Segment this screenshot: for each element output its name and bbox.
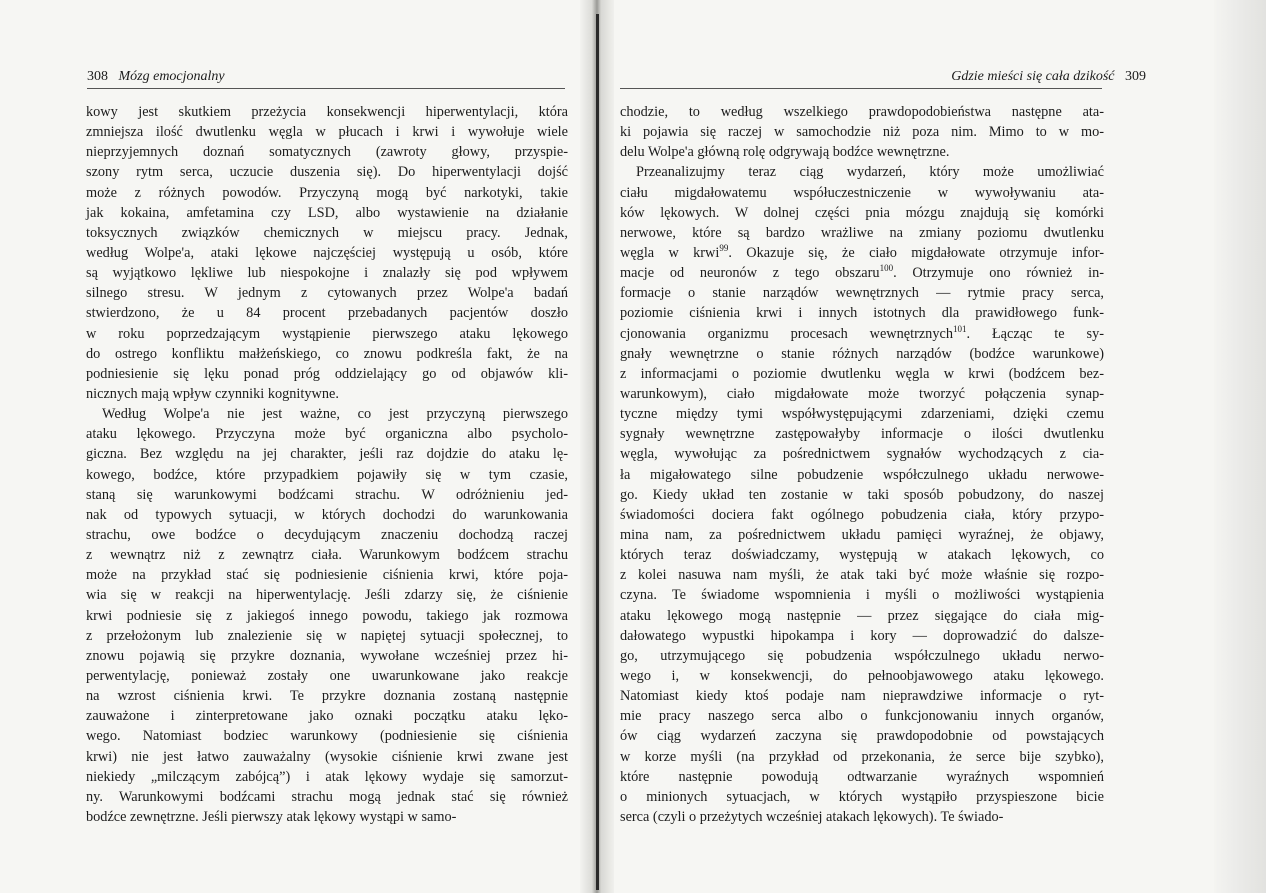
left-text-line: na wzrost ciśnienia krwi. Te przykre doznania zostaną następnie bbox=[86, 688, 568, 705]
left-text-line: według Wolpe'a, ataki lękowe najczęściej występują u osób, które bbox=[86, 244, 568, 261]
right-text-line: które następnie powodują odtwarzanie wyraźnych wspomnień bbox=[620, 768, 1104, 785]
right-text-line: cjonowania organizmu procesach wewnętrznych$^{101}$. Łącząc te sy- bbox=[620, 323, 1104, 342]
left-text-line: z przełożonym lub znalezienie się w napiętej sytuacji społecznej, to bbox=[86, 627, 568, 644]
left-text-line: jak kokaina, amfetamina czy LSD, albo wystawienie na działanie bbox=[86, 204, 568, 221]
left-text-line: może na przykład stać się podniesienie ciśnienia krwi, które poja- bbox=[86, 567, 568, 584]
left-text-line: do ostrego konfliktu małżeńskiego, co znowu podkreśla fakt, że na bbox=[86, 345, 568, 362]
left-text-line: zmniejsza ilość dwutlenku węgla w płucach i krwi i wywołuje wiele bbox=[86, 124, 568, 141]
left-running-head bbox=[87, 68, 225, 86]
right-text-line: sygnały wewnętrzne zastępowałyby informacje o ilości dwutlenku bbox=[620, 426, 1104, 443]
right-page-number: 309 bbox=[1125, 69, 1146, 84]
right-text-line: macje od neuronów z tego obszaru$^{100}$. Otrzymuje ono również in- bbox=[620, 263, 1104, 282]
left-text-line: stwierdzono, że u 84 procent przebadanych pacjentów doszło bbox=[86, 305, 568, 322]
left-running-title: Mózg emocjonalny bbox=[118, 69, 225, 84]
right-text-line: poziomie ciśnienia krwi i innych istotnych dla prawidłowego funk- bbox=[620, 305, 1104, 322]
left-text-line: wego. Natomiast bodziec warunkowy (podniesienie się ciśnienia bbox=[86, 728, 568, 745]
left-text-line: wia się w reakcji na hiperwentylację. Jeśli zdarzy się, że ciśnienie bbox=[86, 587, 568, 604]
left-text-line: może z różnych powodów. Przyczyną mogą być narkotyki, takie bbox=[86, 184, 568, 201]
left-header-rule bbox=[87, 88, 565, 89]
right-text-line: ciału migdałowatemu współuczestniczenie w wywoływaniu ata- bbox=[620, 184, 1104, 201]
right-text-line: czyna. Te świadome wspomnienia i myśli o możliwości wystąpienia bbox=[620, 587, 1104, 604]
right-text-line: świadomości dociera fakt ogólnego pobudzenia ciała, który przypo- bbox=[620, 506, 1104, 523]
right-text-line: ów ciąg wydarzeń zaczyna się prawdopodobnie od powstających bbox=[620, 728, 1104, 745]
right-text-line: go. Kiedy układ ten zostanie w taki sposób pobudzony, do naszej bbox=[620, 486, 1104, 503]
right-text-line: go, utrzymującego się pobudzenia współczulnego układu nerwo- bbox=[620, 647, 1104, 664]
right-text-line: ków lękowych. W dolnej części pnia mózgu znajdują się komórki bbox=[620, 204, 1104, 221]
footnote-marker: 99 bbox=[719, 242, 729, 253]
right-text-line: wego i, w konsekwencji, do pełnoobjawowego ataku lękowego. bbox=[620, 667, 1104, 684]
left-text-line: perwentylację, ponieważ zostały one uwarunkowane jako reakcje bbox=[86, 667, 568, 684]
left-text-line: podniesienie się lęku ponad próg oddzielający go od objawów kli- bbox=[86, 365, 568, 382]
right-running-title: Gdzie mieści się cała dzikość bbox=[951, 69, 1115, 84]
left-text-line: z wewnątrz niż z zewnątrz ciała. Warunkowym bodźcem strachu bbox=[86, 547, 568, 564]
right-text-line: dałowatego wypustki hipokampa i kory — doprowadzić do dalsze- bbox=[620, 627, 1104, 644]
page-edge bbox=[1214, 0, 1266, 893]
right-text-line: węgla w krwi$^{99}$. Okazuje się, że ciało migdałowate otrzymuje infor- bbox=[620, 242, 1104, 261]
right-text-line: mie pracy naszego serca albo o funkcjonowaniu innych organów, bbox=[620, 708, 1104, 725]
right-text-line: gnały wewnętrzne o stanie różnych narządów (bodźce warunkowe) bbox=[620, 345, 1104, 362]
right-text-line: serca (czyli o przeżytych wcześniej atakach lękowych). Te świado- bbox=[620, 808, 1004, 825]
left-text-line: kowy jest skutkiem przeżycia konsekwencji hiperwentylacji, która bbox=[86, 104, 568, 120]
left-page-number: 308 bbox=[87, 69, 108, 84]
left-text-line: silnego stresu. W jednym z cytowanych przez Wolpe'a badań bbox=[86, 285, 568, 302]
left-text-line: staną się warunkowymi bodźcami strachu. W odróżnieniu jed- bbox=[86, 486, 568, 503]
left-text-line: krwi podniesie się z jakiegoś innego powodu, takiego jak rozmowa bbox=[86, 607, 568, 624]
right-text-line: Przeanalizujmy teraz ciąg wydarzeń, który może umożliwiać bbox=[636, 164, 1104, 181]
left-text-line: szony rytm serca, uczucie duszenia się). Do hiperwentylacji dojść bbox=[86, 164, 568, 181]
right-text-line: węgla, wywołując za pośrednictwem sygnałów wychodzących z cia- bbox=[620, 446, 1104, 463]
right-text-line: chodzie, to według wszelkiego prawdopodobieństwa następne ata- bbox=[620, 104, 1104, 120]
right-running-head bbox=[951, 68, 1146, 86]
right-text-line: których teraz doświadczamy, występują w atakach lękowych, co bbox=[620, 547, 1104, 564]
right-text-line: nerwowe, które są bardzo wrażliwe na zmiany poziomu dwutlenku bbox=[620, 224, 1104, 241]
footnote-marker: 100 bbox=[879, 263, 894, 274]
left-text-line: strachu, owe bodźce o decydującym znaczeniu dochodzą raczej bbox=[86, 526, 568, 543]
left-text-line: krwi) nie jest łatwo zauważalny (wysokie ciśnienie krwi zwane jest bbox=[86, 748, 568, 765]
left-text-line: toksycznych związków chemicznych w miejscu pracy. Jednak, bbox=[86, 224, 568, 241]
right-text-line: ki pojawia się raczej w samochodzie niż poza nim. Mimo to w mo- bbox=[620, 124, 1104, 141]
right-text-line: ataku lękowego mogą następnie — przez sięgające do ciała mig- bbox=[620, 607, 1104, 624]
left-text-line: Według Wolpe'a nie jest ważne, co jest przyczyną pierwszego bbox=[102, 406, 568, 423]
right-text-line: z kolei nasuwa nam myśli, że atak taki być może właśnie się rozpo- bbox=[620, 567, 1104, 584]
left-text-line: niekiedy „milczącym zabójcą”) i atak lękowy wydaje się samorzut- bbox=[86, 768, 568, 785]
left-text-line: kowego, bodźce, które przypadkiem pojawiły się w tym czasie, bbox=[86, 466, 568, 483]
gutter-shadow-line bbox=[596, 14, 599, 890]
left-text-line: zauważone i zinterpretowane jako oznaki początku ataku lęko- bbox=[86, 708, 568, 725]
left-text-column bbox=[86, 102, 568, 827]
left-text-line: są wyjątkowo lękliwe lub niespokojne i znalazły się pod wpływem bbox=[86, 265, 568, 282]
left-text-line: bodźce zewnętrzne. Jeśli pierwszy atak lękowy wystąpi w samo- bbox=[86, 808, 457, 825]
left-text-line: nieprzyjemnych doznań somatycznych (zawroty głowy, przyspie- bbox=[86, 144, 568, 161]
right-text-line: z informacjami o poziomie dwutlenku węgla w krwi (bodźcem bez- bbox=[620, 365, 1104, 382]
right-header-rule bbox=[620, 88, 1102, 89]
right-text-line: delu Wolpe'a główną rolę odgrywają bodźce wewnętrzne. bbox=[620, 144, 950, 161]
right-text-line: o minionych sytuacjach, w których wystąpiło przyspieszone bicie bbox=[620, 788, 1104, 805]
right-text-line: tyczne między tymi współwystępującymi zdarzeniami, dzięki czemu bbox=[620, 406, 1104, 423]
right-text-line: mina nam, za pośrednictwem układu pamięci wyraźnej, że objawy, bbox=[620, 526, 1104, 543]
right-text-line: Natomiast kiedy ktoś podaje nam nieprawdziwe informacje o ryt- bbox=[620, 688, 1104, 705]
left-text-line: znowu pojawią się przykre doznania, wywołane wcześniej przez hi- bbox=[86, 647, 568, 664]
right-text-column bbox=[620, 102, 1104, 827]
right-text-line: formacje o stanie narządów wewnętrznych — rytmie pracy serca, bbox=[620, 285, 1104, 302]
left-text-line: ataku lękowego. Przyczyna może być organiczna albo psycholo- bbox=[86, 426, 568, 443]
left-text-line: ny. Warunkowymi bodźcami strachu mogą jednak stać się również bbox=[86, 788, 568, 805]
left-text-line: nak od typowych sytuacji, w których dochodzi do warunkowania bbox=[86, 506, 568, 523]
right-text-line: warunkowym), ciało migdałowate może tworzyć połączenia synap- bbox=[620, 385, 1104, 402]
right-text-line: w korze myśli (na przykład od przekonania, że serce bije szybko), bbox=[620, 748, 1104, 765]
footnote-marker: 101 bbox=[952, 323, 967, 334]
left-text-line: giczna. Bez względu na jej charakter, jeśli raz dojdzie do ataku lę- bbox=[86, 446, 568, 463]
left-text-line: nicznych mają wpływ czynniki kognitywne. bbox=[86, 385, 339, 402]
right-text-line: ła migałowatego silne pobudzenie współczulnego układu nerwowe- bbox=[620, 466, 1104, 483]
left-text-line: w roku poprzedzającym wystąpienie pierwszego ataku lękowego bbox=[86, 325, 568, 342]
